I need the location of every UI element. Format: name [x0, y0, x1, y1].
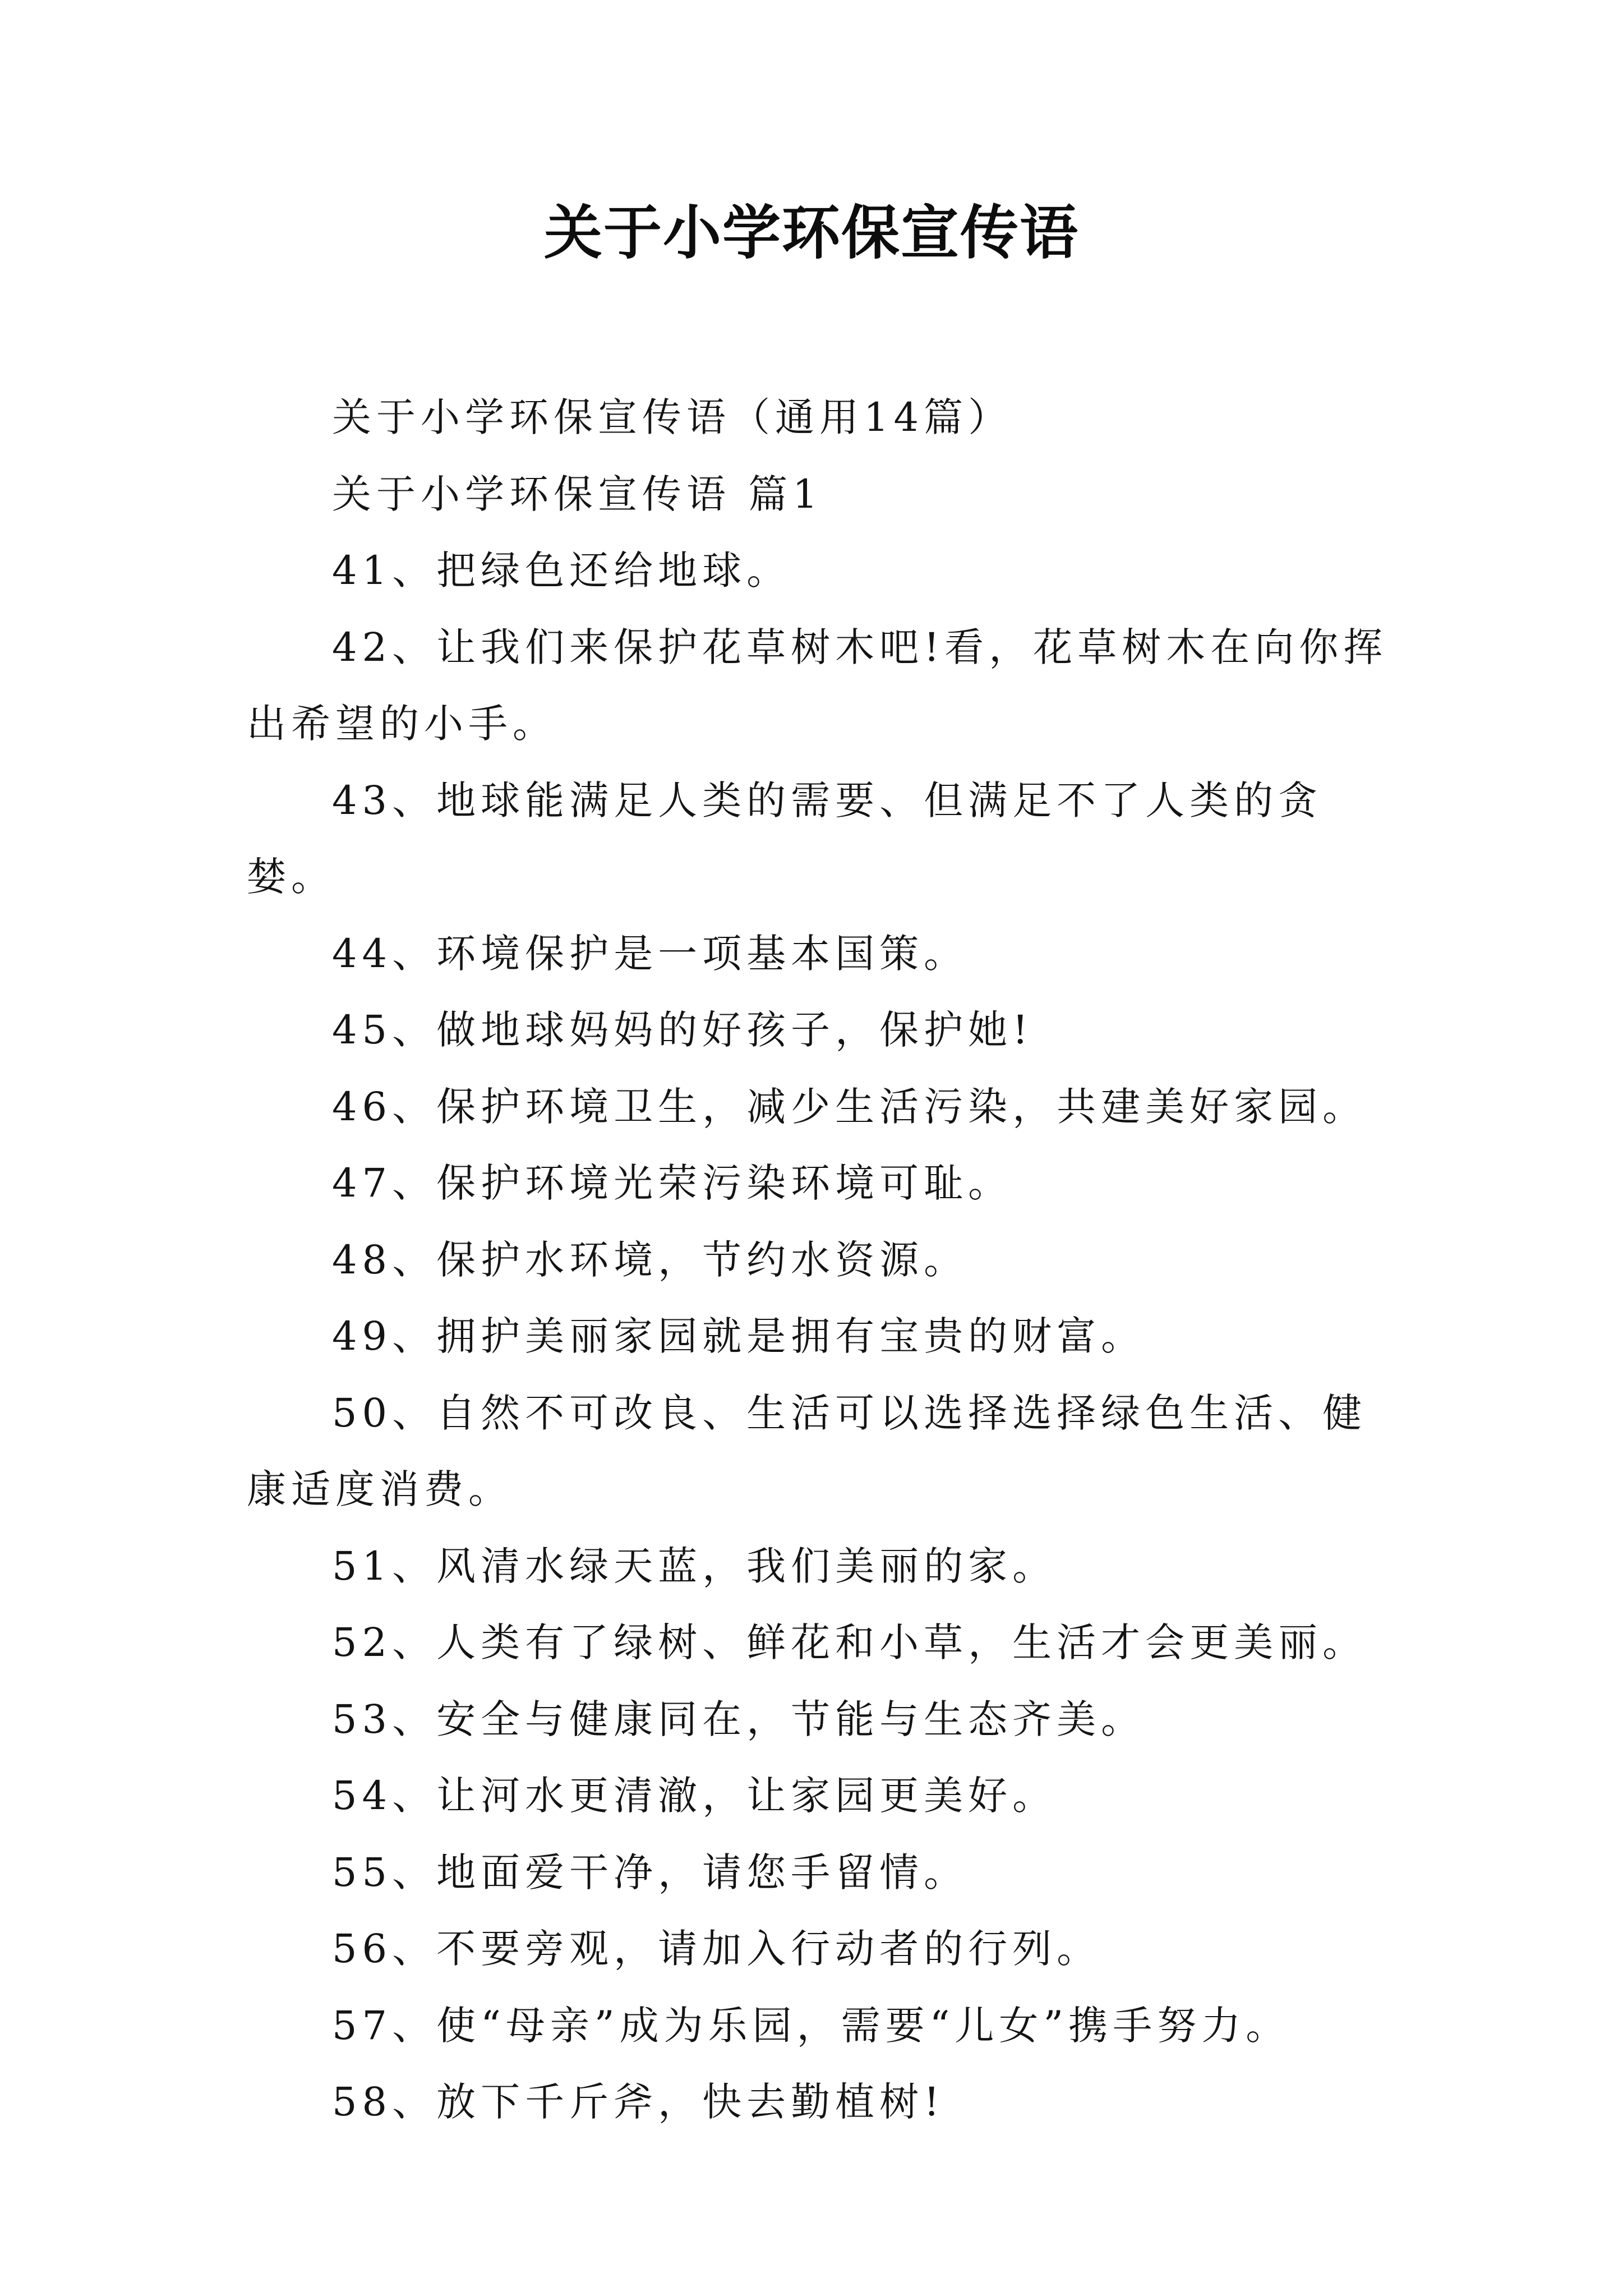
slogan-45: 45、做地球妈妈的好孩子，保护她!: [332, 1007, 1034, 1053]
slogan-41: 41、把绿色还给地球。: [332, 547, 791, 593]
slogan-46: 46、保护环境卫生，减少生活污染，共建美好家园。: [332, 1083, 1367, 1130]
slogan-57: 57、使“母亲”成为乐园，需要“儿女”携手努力。: [332, 2002, 1290, 2049]
slogan-44: 44、环境保护是一项基本国策。: [332, 930, 969, 977]
slogan-55: 55、地面爱干净，请您手留情。: [332, 1849, 969, 1895]
slogan-50: 50、自然不可改良、生活可以选择选择绿色生活、健康适度消费。: [247, 1389, 1367, 1512]
document-title: 关于小学环保宣传语: [543, 199, 1079, 267]
slogan-47: 47、保护环境光荣污染环境可耻。: [332, 1160, 1013, 1206]
subtitle: 关于小学环保宣传语（通用14篇）: [332, 394, 1013, 440]
document-body: [247, 379, 1399, 2141]
slogan-52: 52、人类有了绿树、鲜花和小草，生活才会更美丽。: [332, 1619, 1367, 1665]
slogan-49: 49、拥护美丽家园就是拥有宝贵的财富。: [332, 1313, 1146, 1359]
section-heading: 关于小学环保宣传语 篇1: [332, 471, 823, 517]
slogan-53: 53、安全与健康同在，节能与生态齐美。: [332, 1696, 1146, 1742]
slogan-43: 43、地球能满足人类的需要、但满足不了人类的贪婪。: [247, 777, 1323, 900]
slogan-48: 48、保护水环境，节约水资源。: [332, 1236, 969, 1283]
slogan-56: 56、不要旁观，请加入行动者的行列。: [332, 1926, 1101, 1972]
slogan-54: 54、让河水更清澈，让家园更美好。: [332, 1773, 1057, 1819]
slogan-58: 58、放下千斤斧，快去勤植树!: [332, 2079, 945, 2125]
slogan-42: 42、让我们来保护花草树木吧!看，花草树木在向你挥出希望的小手。: [247, 624, 1388, 747]
slogan-51: 51、风清水绿天蓝，我们美丽的家。: [332, 1543, 1057, 1589]
